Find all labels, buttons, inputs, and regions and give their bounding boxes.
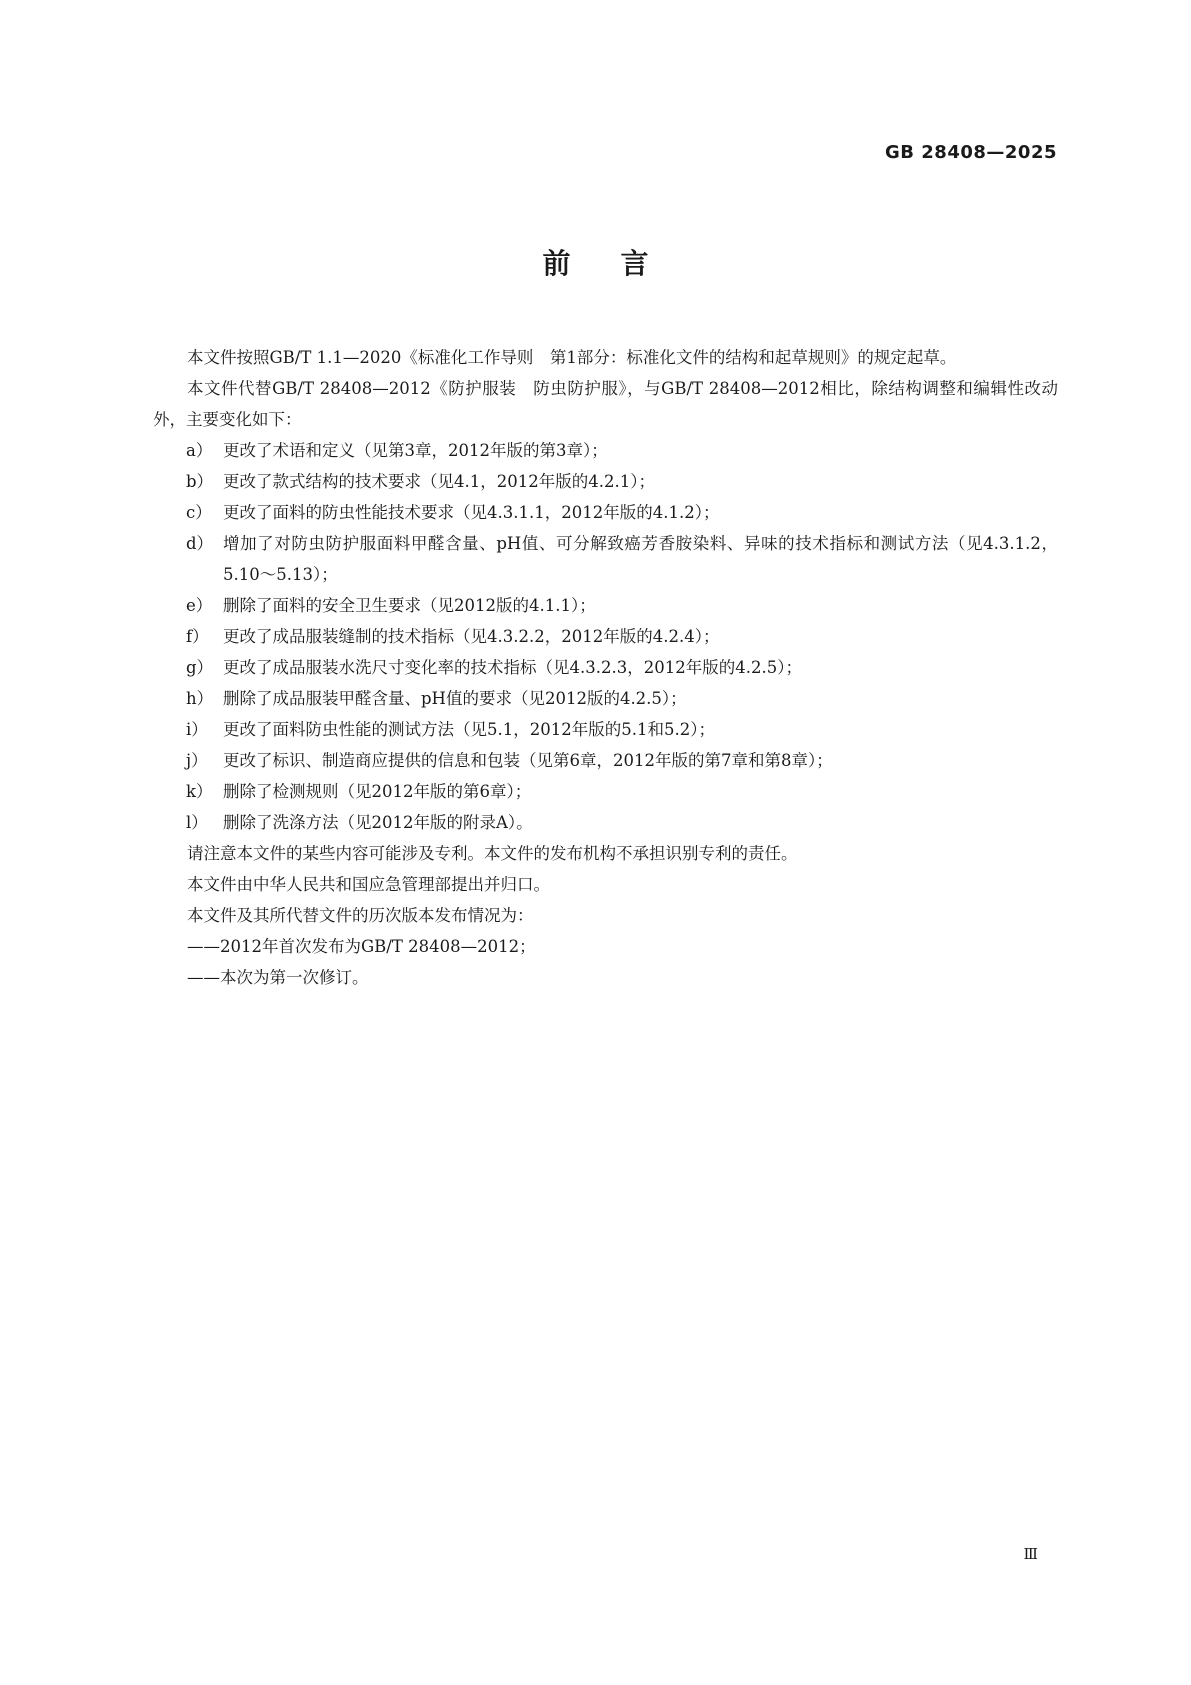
list-marker: e） [186,596,213,615]
standard-number: GB 28408—2025 [885,142,1057,163]
list-item-text: 删除了检测规则（见2012年版的第6章）； [223,782,532,801]
list-item [153,683,1058,714]
list-marker: d） [186,534,214,553]
history-intro: 本文件及其所代替文件的历次版本发布情况为： [187,906,534,925]
list-item [153,652,1058,683]
list-item-text: 更改了标识、制造商应提供的信息和包装（见第6章，2012年版的第7章和第8章）； [223,751,833,770]
intro-drafting-rules: 本文件按照GB/T 1.1—2020《标准化工作导则 第1部分：标准化文件的结构和起草规则》的规定起草。 [187,348,957,367]
list-item-text: 删除了成品服装甲醛含量、pH值的要求（见2012版的4.2.5）； [223,689,687,708]
list-item [153,621,1058,652]
proposer-statement: 本文件由中华人民共和国应急管理部提出并归口。 [187,875,550,894]
patent-notice: 请注意本文件的某些内容可能涉及专利。本文件的发布机构不承担识别专利的责任。 [187,844,798,863]
history-item: ——2012年首次发布为GB/T 28408—2012； [187,937,536,956]
list-marker: f） [186,627,209,646]
page-title: 前言 [542,247,699,280]
list-item [153,497,1058,528]
list-item-text: 更改了成品服装水洗尺寸变化率的技术指标（见4.3.2.3，2012年版的4.2.5）； [223,658,802,677]
list-item [153,807,1058,838]
list-item [153,745,1058,776]
list-item [153,466,1058,497]
list-item [153,776,1058,807]
page-number: Ⅲ [1023,1545,1038,1563]
list-marker: b） [186,472,214,491]
history-item: ——本次为第一次修订。 [187,968,369,987]
list-item-text: 删除了洗涤方法（见2012年版的附录A）。 [223,813,533,832]
list-item-text: 删除了面料的安全卫生要求（见2012版的4.1.1）； [223,596,596,615]
list-marker: h） [186,689,214,708]
preface-body [153,342,1058,993]
list-marker: c） [186,503,212,522]
list-marker: a） [186,441,213,460]
list-marker: l） [186,813,208,832]
list-item-text: 更改了面料防虫性能的测试方法（见5.1，2012年版的5.1和5.2）； [223,720,715,739]
list-item [153,528,1058,590]
intro-replacement: 本文件代替GB/T 28408—2012《防护服装 防虫防护服》，与GB/T 28408—2012相比，除结构调整和编辑性改动外，主要变化如下： [153,379,1058,429]
list-item [153,714,1058,745]
list-item [153,435,1058,466]
list-item-text: 更改了面料的防虫性能技术要求（见4.3.1.1，2012年版的4.1.2）； [223,503,720,522]
list-item-text: 更改了术语和定义（见第3章，2012年版的第3章）； [223,441,608,460]
list-marker: g） [186,658,214,677]
list-item-text: 增加了对防虫防护服面料甲醛含量、pH值、可分解致癌芳香胺染料、异味的技术指标和测试方法（见4.3.1.2，5.10～5.13）； [223,534,1058,584]
list-item [153,590,1058,621]
list-item-text: 更改了款式结构的技术要求（见4.1，2012年版的4.2.1）； [223,472,655,491]
list-marker: i） [186,720,208,739]
changes-list [153,435,1058,838]
list-marker: j） [186,751,208,770]
list-marker: k） [186,782,213,801]
list-item-text: 更改了成品服装缝制的技术指标（见4.3.2.2，2012年版的4.2.4）； [223,627,720,646]
